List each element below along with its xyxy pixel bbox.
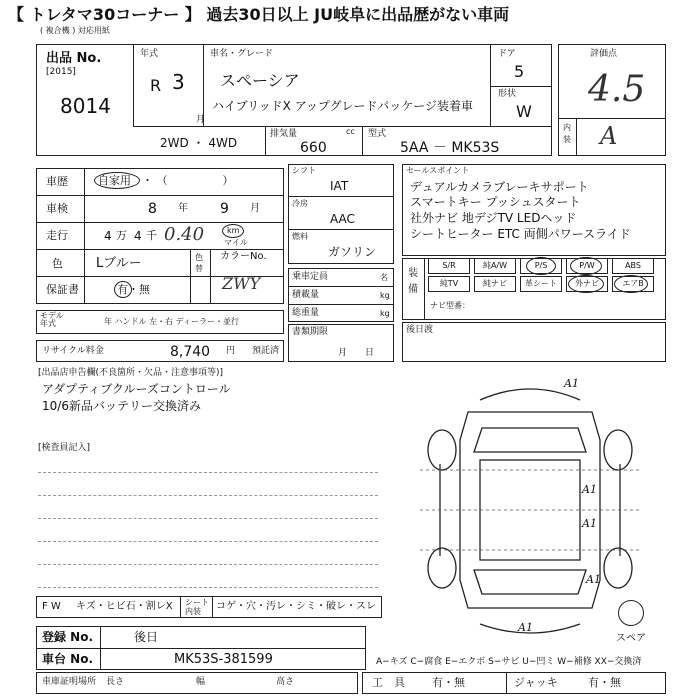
equip-ext-navi: 外ナビ [566,276,608,292]
sales-point-line: 社外ナビ 地デジTV LEDヘッド [410,211,577,225]
equip-ps-circle [526,257,556,275]
exhibitor-label: [出品店申告欄(不良箇所・欠品・注意事項等)] [38,368,224,378]
history-own: 自家用 [98,174,131,187]
mileage-man: 4 [104,229,112,243]
displacement-unit: cc [346,127,355,136]
mileage-label: 走行 [46,229,68,242]
equip-leather: 革シート [520,276,562,292]
fw-items: キズ・ヒビ石・割レX [76,601,173,612]
equip-airbag: エアB [612,276,654,292]
equip-ps: P/S [520,258,562,274]
year-label: 年式 [140,49,159,59]
inspection-year-unit: 年 [178,203,188,214]
load-label: 積載量 [292,290,320,300]
spare-label: スペア [616,633,646,644]
chassis-label: 車台 No. [42,652,94,666]
equip-airbag-circle [614,275,648,293]
seat-label: シート内装 [185,598,209,616]
defect-legend: A−キズ C−腐食 E−エクボ S−サビ U−凹ミ W−補修 XX−交換済 [376,657,642,667]
shift-label: シフト [292,166,316,175]
displacement-value: 660 [300,140,327,156]
inspector-label: [検査員記入] [38,443,91,453]
score-label: 評価点 [590,49,618,59]
damage-mark: A1 [586,573,601,586]
model-code: 5AA － MK53S [400,140,500,156]
sales-points-label: セールスポイント [406,166,470,175]
length-label: 長さ [106,677,125,687]
tools-value: 有・無 [432,676,465,689]
equip-ext-navi-circle [568,275,604,293]
height-label: 高さ [276,677,295,687]
mileage-hand: 0.40 [164,224,205,245]
exhibitor-line: アダプティブクルーズコントロール [42,382,231,396]
banner-title: 【 トレタマ30コーナー 】 過去30日以上 JU岐阜に出品歴がない車両 [8,5,510,24]
wheel-front-right [604,430,632,470]
history-label: 車歴 [46,175,68,188]
wheel-front-left [428,430,456,470]
sales-point-line: スマートキー プッシュスタート [410,195,581,209]
damage-mark: A1 [564,377,579,390]
color-code: ZWY [222,274,261,293]
model-info-label: モデル年式 [40,311,64,328]
color-label: 色 [52,257,63,270]
inspection-month: 9 [220,201,229,217]
width-label: 幅 [196,677,206,687]
load-unit: kg [380,291,390,300]
sales-point-line: デュアルカメラブレーキサポート [410,180,589,194]
equip-navi: 純ナビ [474,276,516,292]
ac-value: AAC [330,212,355,226]
equipment-label: 装備 [408,268,418,295]
year-era: R [150,76,162,95]
lot-year-stamp: [2015] [46,67,76,77]
recycle-unit: 円 [226,346,236,356]
gross-unit: kg [380,309,390,318]
history-rest: ・ （ ） [142,174,234,187]
jack-value: 有・無 [588,676,621,689]
interior-value: A [600,122,618,150]
shape-value: W [516,102,532,121]
capacity-label: 乗車定員 [292,272,329,282]
capacity-unit: 名 [380,273,388,282]
equip-alloy: 純A/W [474,258,516,274]
sales-point-line: シートヒーター ETC 両側パワースライド [410,227,631,241]
windshield [474,428,586,452]
fuel-value: ガソリン [328,245,377,259]
warranty-label: 保証書 [46,283,79,296]
car-name: スペーシア [220,71,300,90]
recycle-status: 預託済 [252,346,280,356]
damage-mark: A1 [582,517,597,530]
after-label: 後日渡 [406,325,434,335]
model-label: 型式 [368,129,387,139]
wheel-rear-right [604,548,632,588]
mileage-sen: 4 [134,229,142,243]
warranty-value: 有・無 [117,283,150,296]
fw-label: F W [42,601,61,612]
mileage-man-unit: 万 [116,229,127,242]
color-value: Lブルー [96,256,142,271]
inspection-month-unit: 月 [250,203,260,214]
navi-model-label: ナビ型番： [430,301,470,310]
sales-points-frame [402,164,666,256]
documents-label: 書類期限 [292,327,329,337]
lot-label: 出品 No. [46,51,102,66]
rear-window [474,570,586,594]
ac-label: 冷房 [292,199,308,208]
seat-items: コゲ・穴・汚レ・シミ・破レ・スレ [216,601,376,612]
equip-abs: ABS [612,258,654,274]
name-label: 車名・グレード [210,49,274,59]
registration-value: 後日 [134,630,159,644]
jack-label: ジャッキ [514,676,558,689]
doors-label: ドア [498,49,516,59]
color-change-label: 色替 [195,253,203,273]
front-bumper-line [480,389,580,400]
equip-pw: P/W [566,258,608,274]
lot-number: 8014 [60,94,111,118]
displacement-label: 排気量 [270,129,298,139]
damage-mark: A1 [582,483,597,496]
paper-note: ( 複合機 ) 対応用紙 [40,26,110,35]
car-grade: ハイブリッドX アップグレードパッケージ装着車 [212,99,474,113]
car-diagram [410,377,650,640]
inspection-label: 車検 [46,202,68,215]
mileage-mile: マイル [224,238,248,247]
damage-mark: A1 [518,621,533,634]
interior-label: 内装 [563,123,571,144]
shift-value: IAT [330,179,349,193]
doors-value: 5 [514,62,525,81]
cert-label: 車庫証明場所 [42,677,97,687]
equip-pw-circle [570,257,602,275]
after-frame [402,322,666,362]
shape-label: 形状 [498,89,517,99]
tools-label: 工 具 [372,676,405,689]
fuel-label: 燃料 [292,232,308,241]
equip-tv: 純TV [428,276,470,292]
drive-options: 2WD ・ 4WD [160,136,238,150]
gross-label: 総重量 [292,308,320,318]
color-code-label: カラーNo. [220,251,267,262]
inspection-year: 8 [148,201,157,217]
equip-sr: S/R [428,258,470,274]
recycle-value: 8,740 [170,344,211,360]
mileage-km: km [227,226,240,235]
exhibitor-line: 10/6新品バッテリー交換済み [42,399,201,413]
year-month-unit: 月 [196,115,206,125]
chassis-value: MK53S-381599 [174,652,273,667]
score-value: 4.5 [588,69,646,110]
spare-tire-icon [618,600,644,626]
mileage-sen-unit: 千 [146,229,157,242]
registration-label: 登録 No. [42,630,94,644]
model-info-fields: 年 ハンドル 左・右 ディーラー・並行 [104,317,239,326]
wheel-rear-left [428,548,456,588]
recycle-label: リサイクル料金 [42,346,104,356]
year-value: 3 [172,70,185,94]
documents-unit: 月 日 [338,348,375,358]
